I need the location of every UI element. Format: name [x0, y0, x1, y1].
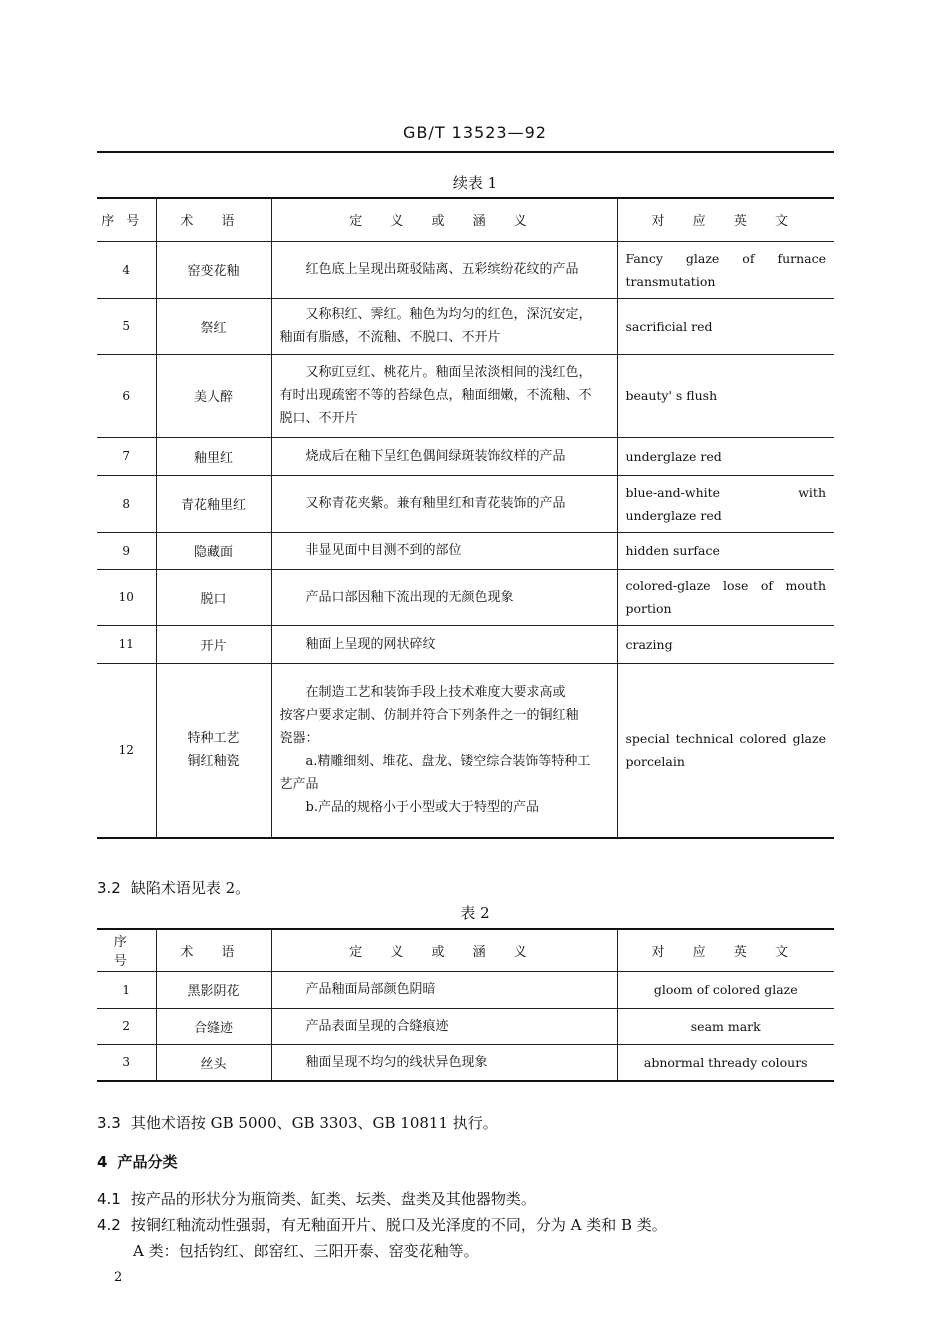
- section-text: 缺陷术语见表 2。: [130, 879, 251, 897]
- definition-line: 按客户要求定制、仿制并符合下列条件之一的铜红釉: [279, 708, 579, 724]
- row-definition: [271, 298, 617, 354]
- row-english: seam mark: [617, 1008, 834, 1044]
- row-definition: [271, 475, 617, 532]
- row-term: 祭红: [156, 298, 271, 354]
- row-definition: [271, 569, 617, 625]
- section-number: 4.1: [97, 1190, 121, 1208]
- row-term: 美人醉: [156, 354, 271, 437]
- row-no: 3: [97, 1044, 156, 1081]
- section-number: 4.2: [97, 1216, 121, 1234]
- section-text: 其他术语按 GB 5000、GB 3303、GB 10811 执行。: [130, 1114, 498, 1132]
- definition-line: 瓷器：: [279, 731, 319, 747]
- section-text: 按产品的形状分为瓶筒类、缸类、坛类、盘类及其他器物类。: [130, 1190, 536, 1208]
- row-definition: [271, 971, 617, 1008]
- row-no: 8: [97, 475, 156, 532]
- row-no: 7: [97, 437, 156, 475]
- term-line: 特种工艺: [187, 731, 240, 747]
- row-definition: [271, 663, 617, 838]
- row-definition: [271, 1008, 617, 1044]
- table-row: [97, 298, 834, 354]
- section-number: 4: [97, 1153, 108, 1171]
- col-header-term: 术 语: [156, 929, 271, 971]
- term-line: 铜红釉瓷: [187, 754, 240, 770]
- definition-line: 釉面呈现不均匀的线状异色现象: [305, 1054, 488, 1070]
- row-term: 隐藏面: [156, 532, 271, 569]
- definition-line: 艺产品: [279, 777, 319, 793]
- section-4-heading: [97, 1151, 177, 1172]
- class-a-description: A 类：包括钧红、郎窑红、三阳开泰、窑变花釉等。: [133, 1242, 479, 1260]
- row-definition: [271, 437, 617, 475]
- definition-line: 有时出现疏密不等的苔绿色点，釉面细嫩，不流釉、不: [279, 388, 592, 403]
- table2-header-row: [97, 929, 834, 971]
- table2: [97, 928, 834, 1082]
- row-definition: [271, 354, 617, 437]
- row-term: 釉里红: [156, 437, 271, 475]
- definition-line: 又称积红、霁红。釉色为均匀的红色，深沉安定，: [305, 307, 592, 322]
- definition-line: 釉面上呈现的网状碎纹: [305, 636, 436, 652]
- row-english: Fancy glaze of furnace transmutation: [617, 241, 834, 298]
- row-term: 丝头: [156, 1044, 271, 1081]
- table-row: [97, 1008, 834, 1044]
- row-term: [156, 663, 271, 838]
- definition-line: a.精雕细刻、堆花、盘龙、镂空综合装饰等特种工: [305, 754, 591, 770]
- row-definition: [271, 625, 617, 663]
- row-term: 黑影阴花: [156, 971, 271, 1008]
- row-english: special technical colored glaze porcelain: [617, 663, 834, 838]
- row-term: 开片: [156, 625, 271, 663]
- section-number: 3.2: [97, 879, 121, 897]
- col-header-definition: 定 义 或 涵 义: [271, 198, 617, 241]
- table1-header-row: [97, 198, 834, 241]
- row-no: 6: [97, 354, 156, 437]
- col-header-term: 术 语: [156, 198, 271, 241]
- section-text: 按铜红釉流动性强弱，有无釉面开片、脱口及光泽度的不同，分为 A 类和 B 类。: [130, 1216, 667, 1234]
- row-definition: [271, 241, 617, 298]
- standard-number-header: GB/T 13523—92: [403, 123, 547, 142]
- row-english: underglaze red: [617, 437, 834, 475]
- row-english: beauty' s flush: [617, 354, 834, 437]
- col-header-english: 对 应 英 文: [617, 198, 834, 241]
- table1: [97, 197, 834, 839]
- table-row: [97, 663, 834, 838]
- definition-line: 又称青花夹紫。兼有釉里红和青花装饰的产品: [305, 496, 566, 511]
- page-number: 2: [114, 1270, 123, 1285]
- section-title: 产品分类: [117, 1153, 178, 1171]
- row-definition: [271, 532, 617, 569]
- section-3-2: [97, 877, 250, 898]
- row-term: 青花釉里红: [156, 475, 271, 532]
- definition-line: 非显见面中目测不到的部位: [305, 543, 462, 558]
- col-header-no: 序 号: [97, 929, 156, 971]
- row-no: 1: [97, 971, 156, 1008]
- table-row: [97, 437, 834, 475]
- table-row: [97, 971, 834, 1008]
- row-no: 10: [97, 569, 156, 625]
- header-rule: [97, 151, 834, 153]
- row-english: abnormal thready colours: [617, 1044, 834, 1081]
- section-3-3: [97, 1112, 498, 1133]
- row-no: 12: [97, 663, 156, 838]
- definition-line: 釉面有脂感，不流釉、不脱口、不开片: [279, 330, 501, 345]
- table2-caption: 表 2: [460, 904, 490, 922]
- col-header-english: 对 应 英 文: [617, 929, 834, 971]
- table-row: [97, 475, 834, 532]
- row-term: 脱口: [156, 569, 271, 625]
- row-term: 窑变花釉: [156, 241, 271, 298]
- row-english: hidden surface: [617, 532, 834, 569]
- col-header-no: 序号: [97, 198, 156, 241]
- row-no: 4: [97, 241, 156, 298]
- definition-line: 在制造工艺和装饰手段上技术难度大要求高或: [305, 685, 566, 701]
- col-header-definition: 定 义 或 涵 义: [271, 929, 617, 971]
- definition-line: 烧成后在釉下呈红色偶间绿斑装饰纹样的产品: [305, 448, 566, 464]
- table-row: [97, 1044, 834, 1081]
- row-english: colored-glaze lose of mouth portion: [617, 569, 834, 625]
- table-row: [97, 532, 834, 569]
- definition-line: 又称豇豆红、桃花片。釉面呈浓淡相间的浅红色，: [305, 365, 592, 380]
- row-no: 2: [97, 1008, 156, 1044]
- row-english: gloom of colored glaze: [617, 971, 834, 1008]
- row-english: crazing: [617, 625, 834, 663]
- row-term: 合缝迹: [156, 1008, 271, 1044]
- definition-line: 产品釉面局部颜色阴暗: [305, 982, 436, 997]
- table1-caption: 续表 1: [452, 174, 498, 192]
- definition-line: 产品口部因釉下流出现的无颜色现象: [305, 589, 514, 605]
- table-row: [97, 569, 834, 625]
- row-definition: [271, 1044, 617, 1081]
- row-no: 5: [97, 298, 156, 354]
- section-4-1: [97, 1188, 536, 1209]
- definition-line: 产品表面呈现的合缝痕迹: [305, 1018, 449, 1034]
- row-english: blue-and-white with underglaze red: [617, 475, 834, 532]
- row-no: 9: [97, 532, 156, 569]
- definition-line: 红色底上呈现出斑驳陆离、五彩缤纷花纹的产品: [305, 262, 579, 277]
- definition-line: 脱口、不开片: [279, 411, 358, 426]
- section-number: 3.3: [97, 1114, 121, 1132]
- row-english: sacrificial red: [617, 298, 834, 354]
- row-no: 11: [97, 625, 156, 663]
- table-row: [97, 625, 834, 663]
- table-row: [97, 241, 834, 298]
- section-4-2: [97, 1214, 667, 1235]
- definition-line: b.产品的规格小于小型或大于特型的产品: [305, 800, 539, 816]
- table-row: [97, 354, 834, 437]
